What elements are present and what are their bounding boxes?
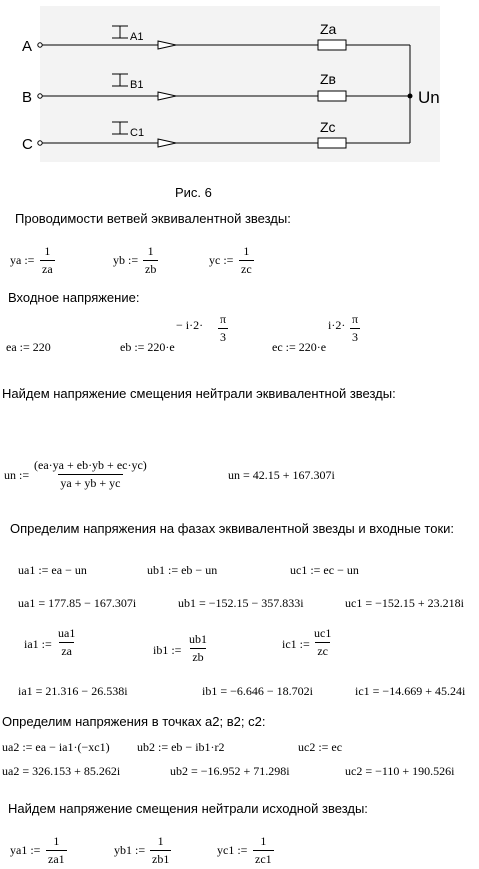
terminal-c-icon (38, 141, 42, 145)
ua1-value: ua1 = 177.85 − 167.307i (18, 596, 137, 610)
impedance-a (318, 40, 346, 50)
ub2-definition: ub2 := eb − ib1·r2 (137, 740, 225, 754)
terminal-label-c: C (22, 136, 33, 153)
ub1-value: ub1 = −152.15 − 357.833i (178, 596, 304, 610)
uc1-value: uc1 = −152.15 + 23.218i (345, 596, 464, 610)
ub1-definition: ub1 := eb − un (147, 563, 218, 577)
ua1-definition: ua1 := ea − un (18, 563, 87, 577)
current-label-c-sub: C1 (130, 127, 145, 139)
ea-formula: ea := 220 (6, 340, 51, 354)
impedance-label-c: Zc (320, 119, 336, 135)
ib1-value: ib1 = −6.646 − 18.702i (202, 684, 313, 698)
ua2-value: ua2 = 326.153 + 85.262i (2, 764, 121, 778)
voltage-title: Входное напряжение: (8, 290, 140, 305)
impedance-c (318, 138, 346, 148)
uc1-definition: uc1 := ec − un (290, 563, 359, 577)
un-value: un = 42.15 + 167.307i (228, 468, 335, 482)
uc2-definition: uc2 := ec (298, 740, 343, 754)
terminal-b-icon (38, 94, 42, 98)
admittances-title: Проводимости ветвей эквивалентной звезды: (15, 211, 291, 226)
terminal-a-icon (38, 43, 42, 47)
ua2-definition: ua2 := ea − ia1·(−xc1) (2, 740, 110, 754)
neutral-node-icon (408, 94, 413, 99)
neutral-title: Найдем напряжение смещения нейтрали эквивалентной звезды: (2, 386, 396, 401)
ub2-value: ub2 = −16.952 + 71.298i (170, 764, 290, 778)
points-title: Определим напряжения в точках а2; в2; с2: (2, 714, 266, 729)
phase-title: Определим напряжения на фазах эквивалентной звезды и входные токи: (10, 521, 455, 536)
impedance-b (318, 91, 346, 101)
circuit-diagram (0, 0, 479, 170)
ic1-value: ic1 = −14.669 + 45.24i (355, 684, 466, 698)
node-label: Un (418, 88, 440, 107)
impedance-label-a: Za (320, 21, 337, 37)
ia1-value: ia1 = 21.316 − 26.538i (18, 684, 128, 698)
terminal-label-b: B (22, 89, 33, 106)
impedance-label-b: Zв (320, 71, 336, 87)
figure-caption: Рис. 6 (175, 185, 212, 200)
source-neutral-title: Найдем напряжение смещения нейтрали исходной звезды: (8, 801, 368, 816)
current-label-b-sub: B1 (130, 79, 144, 91)
uc2-value: uc2 = −110 + 190.526i (345, 764, 455, 778)
current-label-a-sub: A1 (130, 31, 144, 43)
terminal-label-a: A (22, 38, 33, 55)
